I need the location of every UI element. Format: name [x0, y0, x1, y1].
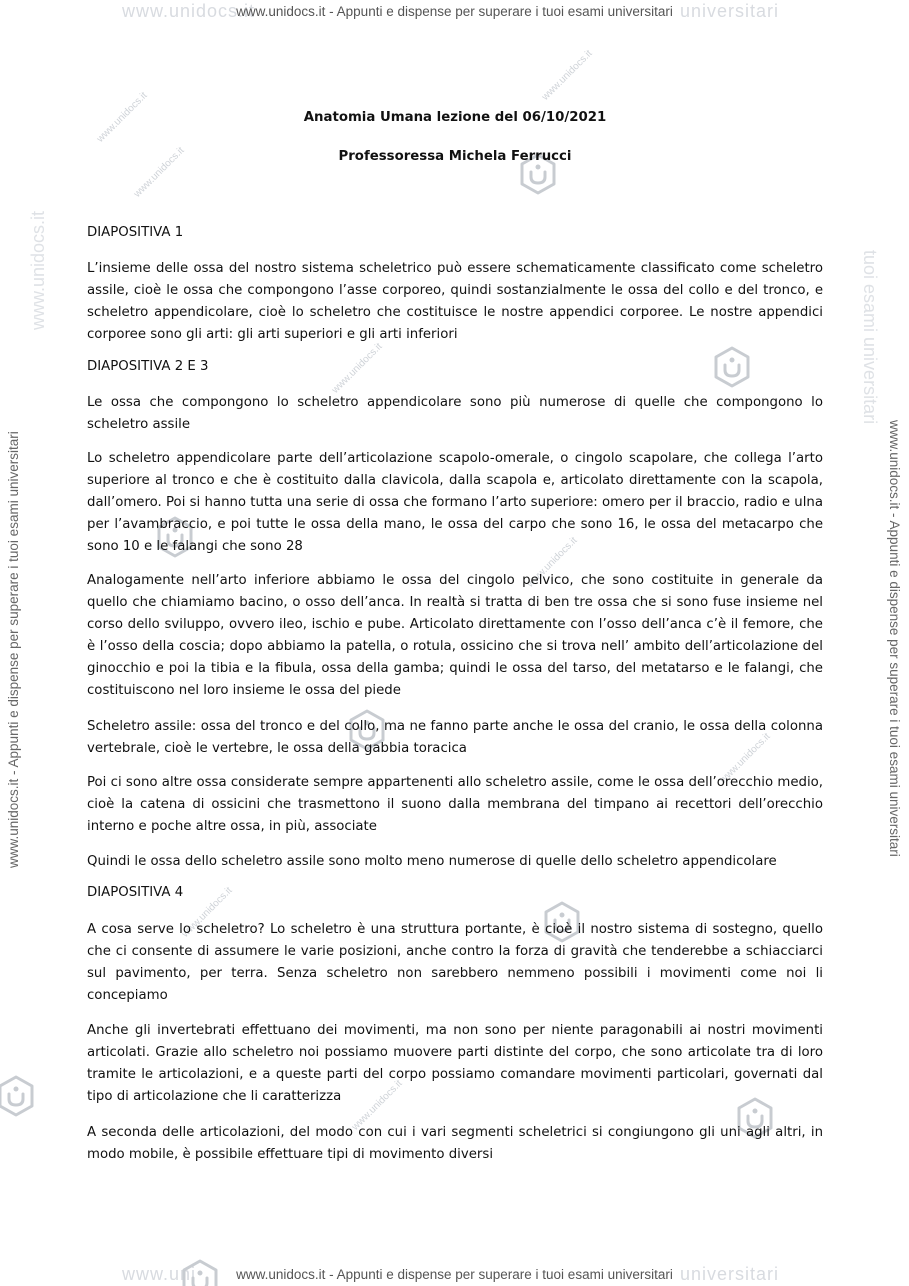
- paragraph: Poi ci sono altre ossa considerate sempre appartenenti allo scheletro assile, come le ossa dell’orecchio medio, cioè la catena di ossicini che trasmettono il suono dalla membrana del timpano ai recettori dell’orecchio interno e poche altre ossa, in più, associate: [87, 775, 823, 834]
- watermark-left: www.unidocs.it - Appunti e dispense per superare i tuoi esami universitari: [6, 431, 21, 868]
- watermark-diagonal: www.unidocs.it: [718, 731, 773, 786]
- paragraph: A cosa serve lo scheletro? Lo scheletro è una struttura portante, è cioè il nostro sistema di sostegno, quello che ci consente di assumere le varie posizioni, anche contro la forza di gravità che tenderebbe a schiacciarci sul pavimento, per terra. Senza scheletro non sarebbero nemmeno possibili i movimenti come noi li concepiamo: [87, 922, 823, 1003]
- paragraph: Anche gli invertebrati effettuano dei movimenti, ma non sono per niente paragonabili ai nostri movimenti articolati. Grazie allo scheletro noi possiamo muovere parti distinte del corpo, che sono articolate tra di loro tramite le articolazioni, e a queste parti del corpo possiamo comandare movimenti particolari, governati dal tipo di articolazione che li caratterizza: [87, 1023, 823, 1104]
- watermark-ghost-left: www.unidocs.it: [28, 210, 48, 330]
- unidocs-logo-icon: [0, 1074, 38, 1118]
- watermark-ghost-top-right: universitari: [680, 1, 780, 21]
- watermark-right: www.unidocs.it - Appunti e dispense per superare i tuoi esami universitari: [887, 420, 902, 857]
- document-title: Anatomia Umana lezione del 06/10/2021: [303, 110, 607, 125]
- watermark-diagonal: www.unidocs.it: [95, 90, 150, 145]
- paragraph: Lo scheletro appendicolare parte dell’articolazione scapolo-omerale, o cingolo scapolare, che collega l’arto superiore al tronco e che è costituito dalla clavicola, dalla scapola e, articolato direttamente con la scapola, dall’omero. Poi si hanno tutta una serie di ossa che formano l’arto superiore: omero per il braccio, radio e ulna per l’avambraccio, e poi tutte le ossa della mano, le ossa del carpo che sono 16, le ossa del metacarpo che sono 10 e le falangi che sono 28: [87, 451, 823, 554]
- watermark-ghost-bottom: www.uni: [122, 1264, 197, 1284]
- watermark-top: www.unidocs.it - Appunti e dispense per superare i tuoi esami universitari: [236, 4, 673, 19]
- paragraph: A seconda delle articolazioni, del modo con cui i vari segmenti scheletrici si congiungono gli uni agli altri, in modo mobile, è possibile effettuare tipi di movimento diversi: [87, 1125, 823, 1162]
- watermark-ghost-top: www.unidocs.it: [122, 1, 256, 21]
- watermark-diagonal: www.unidocs.it: [525, 535, 580, 590]
- watermark-ghost-bottom-right: universitari: [680, 1264, 780, 1284]
- paragraph: Analogamente nell’arto inferiore abbiamo le ossa del cingolo pelvico, che sono costituite in generale da quello che chiamiamo bacino, o osso dell’anca. In realtà si tratta di ben tre ossa che si sono fuse insieme nel corso dello sviluppo, ovvero ileo, ischio e pube. Articolato direttamente con l’osso dell’anca c’è il femore, che è l’osso della coscia; dopo abbiamo la patella, o rotula, ossicino che si trova nell’ ambito dell’articolazione del ginocchio e poi la tibia e la fibula, ossa della gamba; quindi le ossa del tarso, del metatarso e le falangi, che costituiscono nel loro insieme le ossa del piede: [87, 573, 823, 698]
- watermark-diagonal: www.unidocs.it: [540, 48, 595, 103]
- section-heading: DIAPOSITIVA 2 E 3: [87, 359, 209, 374]
- paragraph: L’insieme delle ossa del nostro sistema scheletrico può essere schematicamente classificato come scheletro assile, cioè le ossa che compongono l’asse corporeo, quindi sostanzialmente le ossa del collo e del tronco, e scheletro appendicolare, cioè lo scheletro che costituisce le nostre appendici corporee. Le nostre appendici corporee sono gli arti: gli arti superiori e gli arti inferiori: [87, 261, 823, 342]
- watermark-diagonal: www.unidocs.it: [350, 1078, 405, 1133]
- paragraph: Le ossa che compongono lo scheletro appendicolare sono più numerose di quelle che compongono lo scheletro assile: [87, 395, 823, 432]
- unidocs-logo-icon: [710, 345, 754, 389]
- watermark-diagonal: www.unidocs.it: [330, 341, 385, 396]
- watermark-diagonal: www.unidocs.it: [132, 145, 187, 200]
- section-heading: DIAPOSITIVA 4: [87, 885, 184, 900]
- section-heading: DIAPOSITIVA 1: [87, 225, 184, 240]
- watermark-diagonal: www.unidocs.it: [180, 885, 235, 940]
- document-subtitle: Professoressa Michela Ferrucci: [338, 149, 572, 164]
- paragraph: Scheletro assile: ossa del tronco e del collo, ma ne fanno parte anche le ossa del cranio, le ossa della colonna vertebrale, cioè le vertebre, le ossa della gabbia toracica: [87, 719, 823, 756]
- paragraph: Quindi le ossa dello scheletro assile sono molto meno numerose di quelle dello scheletro appendicolare: [87, 854, 777, 869]
- watermark-bottom: www.unidocs.it - Appunti e dispense per superare i tuoi esami universitari: [236, 1267, 673, 1282]
- watermark-ghost-right: tuoi esami universitari: [860, 250, 880, 425]
